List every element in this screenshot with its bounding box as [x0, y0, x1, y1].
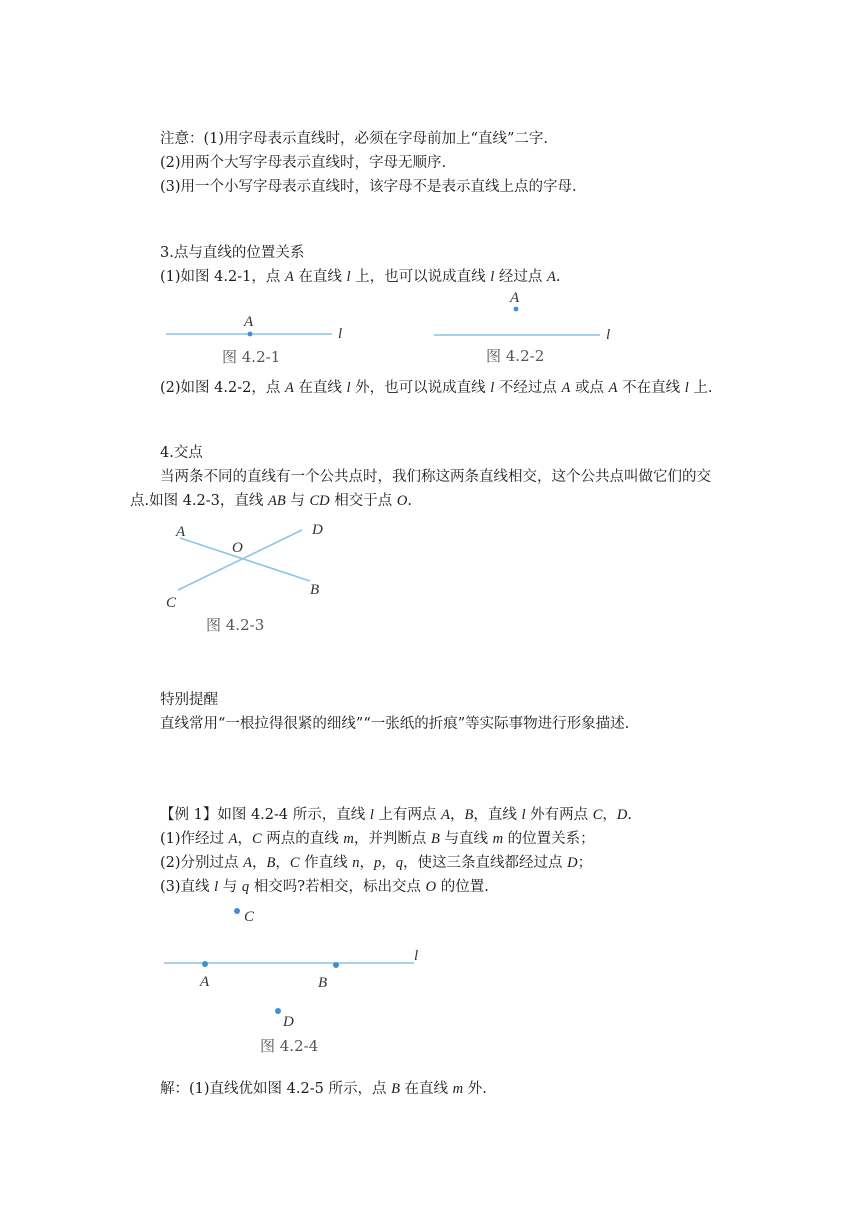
figure-4-2-3: [160, 515, 340, 640]
point-a-label: A: [510, 290, 520, 306]
point-d: [275, 1008, 281, 1014]
label-o: O: [232, 540, 243, 556]
label-c: C: [244, 909, 255, 925]
label-l: l: [414, 948, 419, 964]
example-line-4: (3)直线 l 与 q 相交吗?若相交，标出交点 O 的位置.: [160, 879, 489, 895]
section-4-paragraph-1: 当两条不同的直线有一个公共点时，我们称这两条直线相交，这个公共点叫做它们的交: [160, 469, 711, 485]
point-c: [234, 908, 240, 914]
section-4-heading: 4.交点: [160, 445, 203, 461]
section-3-paragraph-1: (1)如图 4.2-1，点 A 在直线 l 上，也可以说成直线 l 经过点 A.: [160, 269, 561, 285]
label-a: A: [176, 524, 186, 540]
figure-caption: 图 4.2-2: [486, 347, 545, 365]
label-b: B: [310, 582, 320, 598]
point-b: [333, 962, 339, 968]
section-4-paragraph-2: 点.如图 4.2-3，直线 AB 与 CD 相交于点 O.: [130, 493, 412, 509]
note-line-2: (2)用两个大写字母表示直线时，字母无顺序.: [160, 155, 447, 171]
figure-4-2-1: [160, 308, 360, 370]
point-a: [248, 332, 253, 337]
tip-heading: 特别提醒: [160, 692, 218, 708]
line-l-label: l: [338, 326, 343, 342]
line-ab: [180, 538, 310, 581]
section-3-paragraph-2: (2)如图 4.2-2，点 A 在直线 l 外，也可以说成直线 l 不经过点 A 或点 A 不在直线 l 上.: [160, 380, 713, 396]
tip-text: 直线常用“一根拉得很紧的细线”“一张纸的折痕”等实际事物进行形象描述.: [160, 716, 630, 732]
line-l-label: l: [606, 327, 611, 343]
label-a: A: [200, 974, 210, 990]
point-a: [514, 307, 519, 312]
figure-caption: 图 4.2-3: [206, 616, 265, 634]
label-c: C: [166, 595, 177, 611]
section-3-heading: 3.点与直线的位置关系: [160, 245, 305, 261]
solution-line: 解：(1)直线优如图 4.2-5 所示，点 B 在直线 m 外.: [160, 1081, 487, 1097]
note-line-3: (3)用一个小写字母表示直线时，该字母不是表示直线上点的字母.: [160, 179, 577, 195]
label-d: D: [312, 522, 323, 538]
point-a-label: A: [244, 314, 254, 330]
figure-4-2-4: [160, 900, 440, 1062]
figure-4-2-2: [430, 284, 620, 370]
example-line-1: 【例 1】如图 4.2-4 所示，直线 l 上有两点 A，B，直线 l 外有两点 C，D.: [160, 807, 632, 823]
point-a: [202, 961, 208, 967]
example-line-2: (1)作经过 A，C 两点的直线 m，并判断点 B 与直线 m 的位置关系；: [160, 831, 595, 847]
figure-caption: 图 4.2-4: [260, 1037, 319, 1055]
line-cd: [178, 530, 302, 590]
example-line-3: (2)分别过点 A，B，C 作直线 n，p，q，使这三条直线都经过点 D；: [160, 855, 593, 871]
figure-caption: 图 4.2-1: [222, 348, 281, 366]
label-d: D: [283, 1014, 294, 1030]
note-line-1: 注意：(1)用字母表示直线时，必须在字母前加上“直线”二字.: [160, 131, 548, 147]
label-b: B: [318, 975, 328, 991]
